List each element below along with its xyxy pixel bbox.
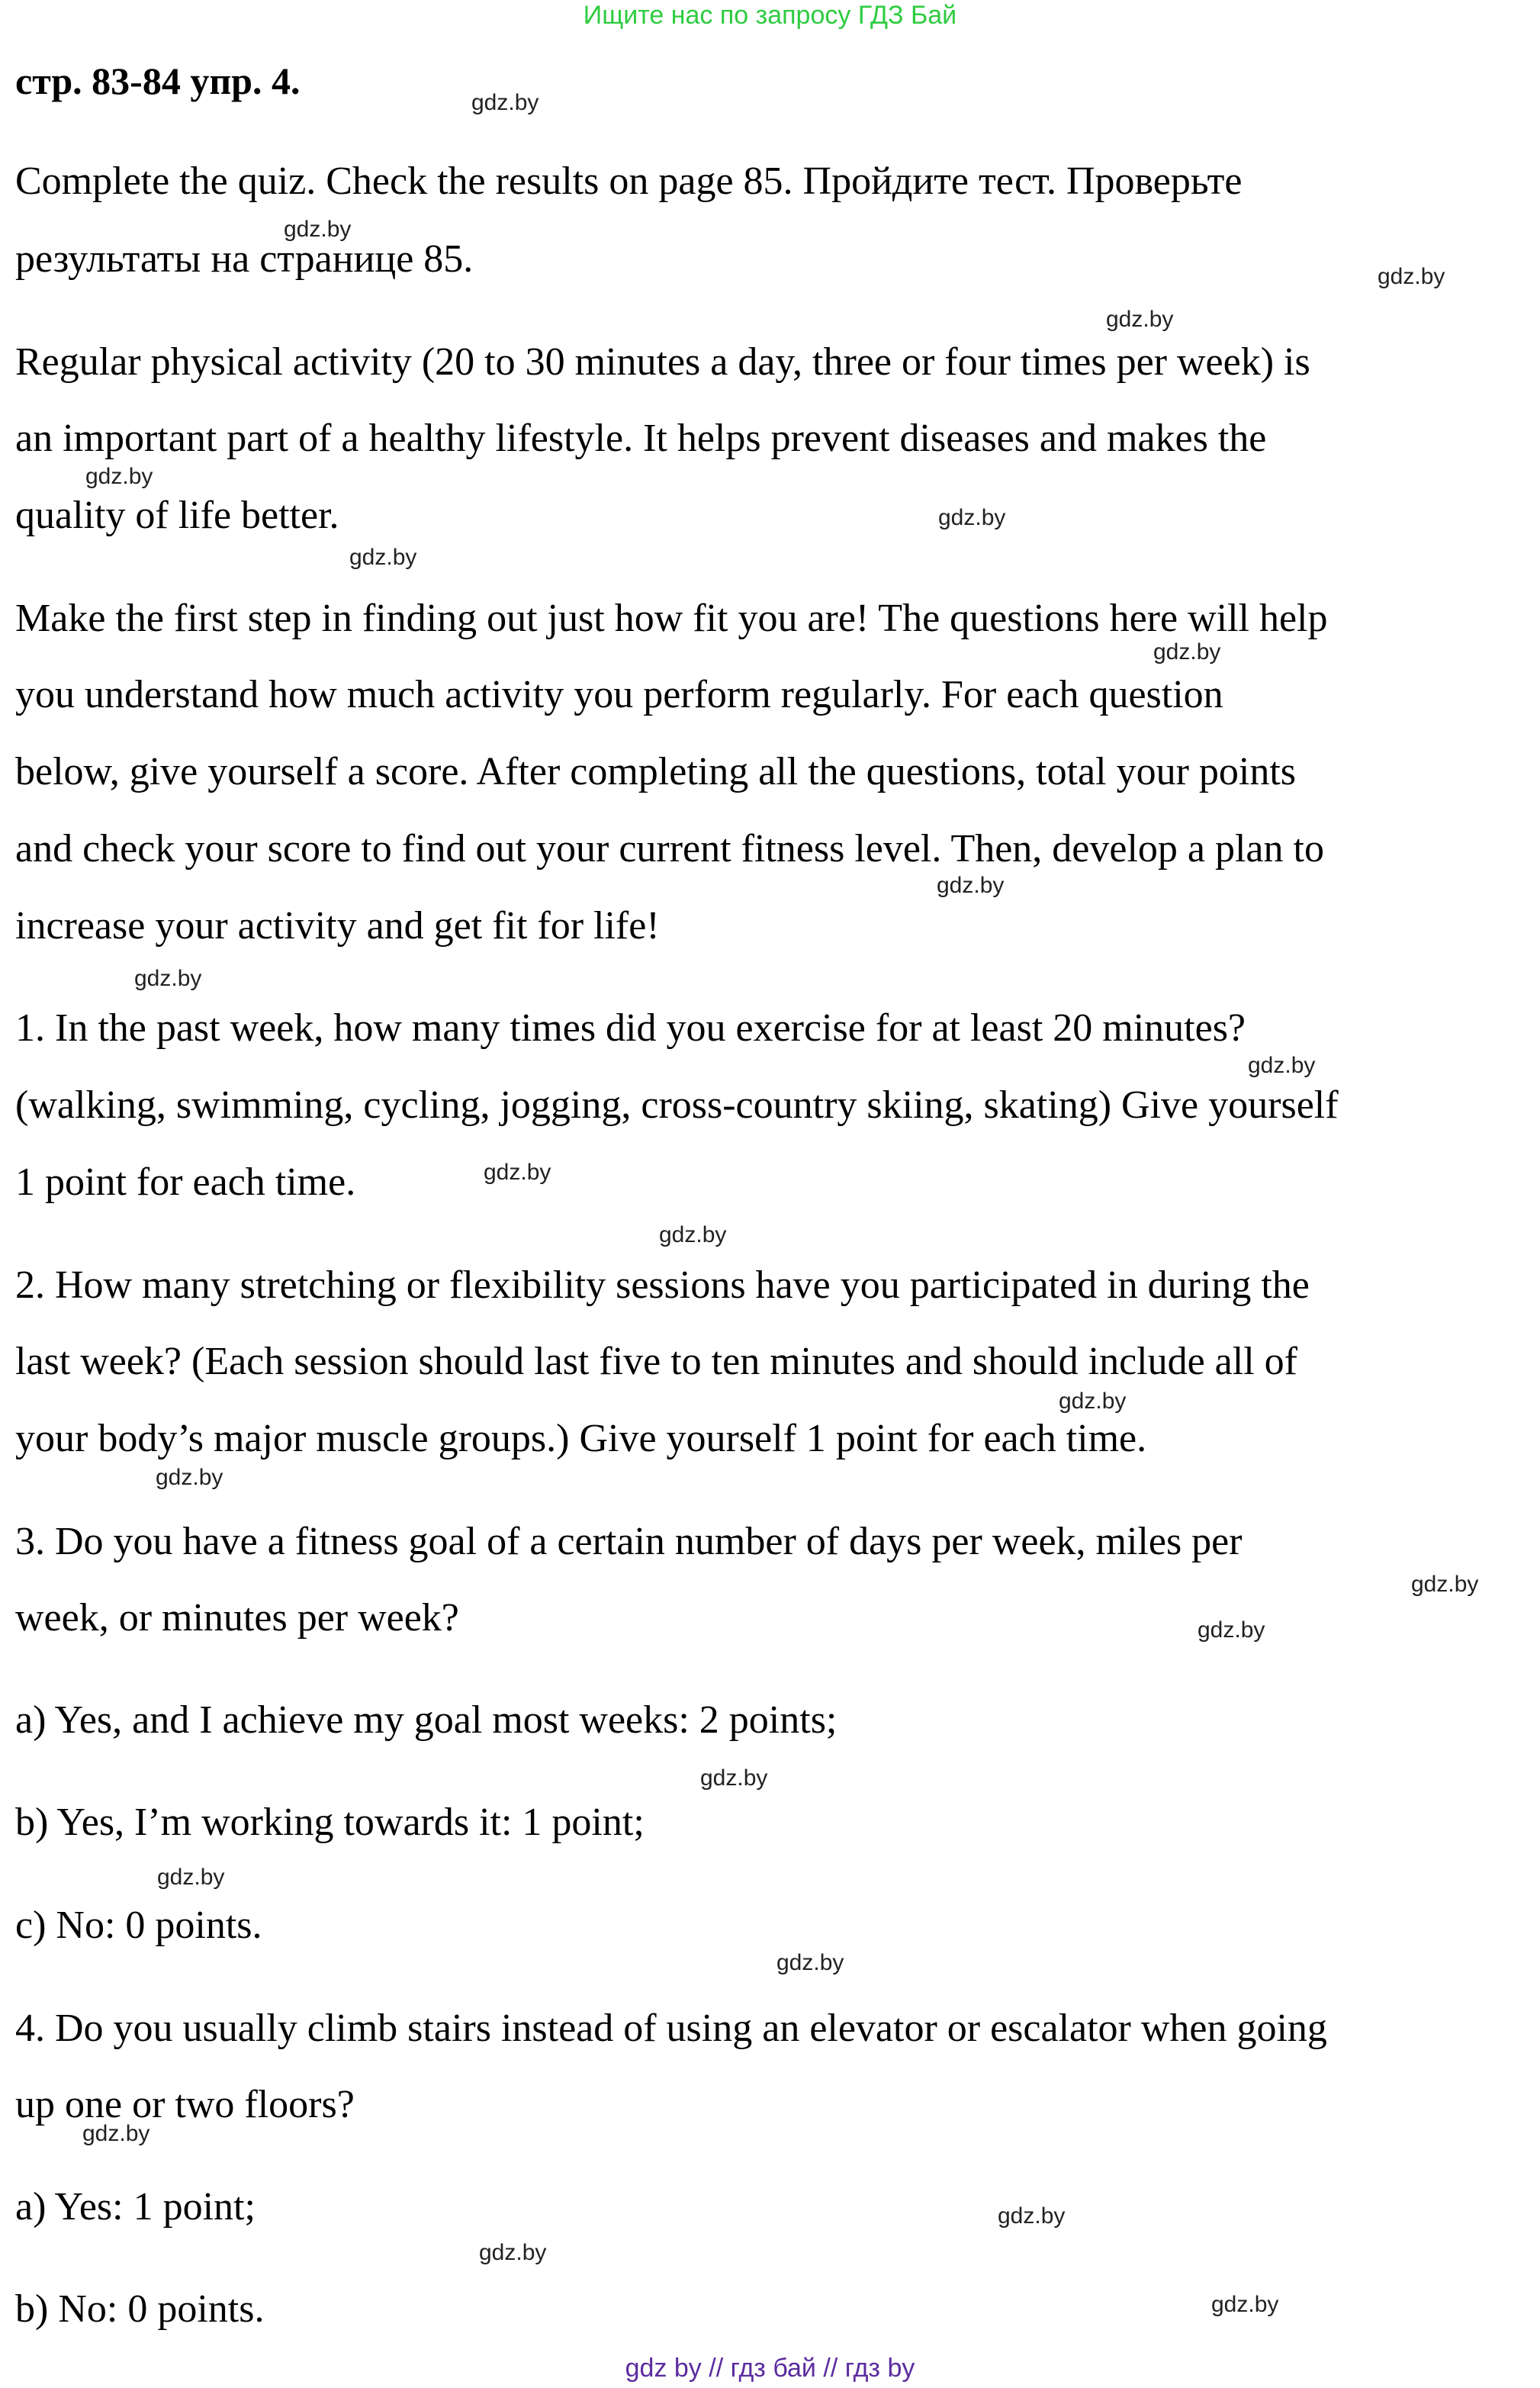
watermark: gdz.by: [1153, 639, 1221, 665]
text-line: up one or two floors?: [15, 2083, 355, 2126]
watermark: gdz.by: [1198, 1617, 1265, 1643]
footer-links[interactable]: gdz by // гдз бай // гдз by: [625, 2354, 915, 2383]
question-4: 4. Do you usually climb stairs instead of using an elevator or escalator when going: [15, 2007, 1327, 2050]
question-2: 2. How many stretching or flexibility sessions have you participated in during the: [15, 1263, 1310, 1307]
text-line: Complete the quiz. Check the results on page 85. Пройдите тест. Проверьте: [15, 159, 1243, 203]
text-line: below, give yourself a score. After completing all the questions, total your points: [15, 750, 1297, 793]
watermark: gdz.by: [937, 873, 1005, 898]
answer-option: a) Yes: 1 point;: [15, 2185, 256, 2229]
watermark: gdz.by: [85, 464, 153, 489]
watermark: gdz.by: [1378, 264, 1445, 289]
text-line: your body’s major muscle groups.) Give yourself 1 point for each time.: [15, 1417, 1147, 1460]
watermark: gdz.by: [284, 217, 352, 242]
answer-option: b) Yes, I’m working towards it: 1 point;: [15, 1801, 645, 1844]
watermark: gdz.by: [484, 1160, 551, 1185]
page-title: стр. 83-84 упр. 4.: [15, 60, 301, 102]
answer-option: c) No: 0 points.: [15, 1904, 262, 1947]
text-line: last week? (Each session should last five to ten minutes and should include all of: [15, 1340, 1297, 1383]
top-banner[interactable]: Ищите нас по запросу ГДЗ Бай: [583, 1, 957, 30]
question-1: 1. In the past week, how many times did you exercise for at least 20 minutes?: [15, 1006, 1246, 1050]
watermark: gdz.by: [1211, 2292, 1279, 2317]
watermark: gdz.by: [659, 1222, 727, 1247]
text-line: an important part of a healthy lifestyle. It helps prevent diseases and makes the: [15, 417, 1267, 460]
watermark: gdz.by: [471, 90, 539, 115]
text-line: you understand how much activity you perform regularly. For each question: [15, 673, 1223, 716]
text-line: week, or minutes per week?: [15, 1596, 459, 1640]
text-line: increase your activity and get fit for life!: [15, 904, 660, 948]
watermark: gdz.by: [776, 1950, 844, 1975]
watermark: gdz.by: [157, 1865, 225, 1890]
text-line: 1 point for each time.: [15, 1160, 356, 1204]
text-line: Regular physical activity (20 to 30 minutes a day, three or four times per week) is: [15, 340, 1310, 384]
watermark: gdz.by: [1059, 1389, 1127, 1414]
answer-option: a) Yes, and I achieve my goal most weeks: 2 points;: [15, 1698, 838, 1742]
text-line: (walking, swimming, cycling, jogging, cross-country skiing, skating) Give yourself: [15, 1083, 1339, 1127]
watermark: gdz.by: [1106, 307, 1174, 332]
watermark: gdz.by: [349, 545, 417, 570]
watermark: gdz.by: [998, 2203, 1066, 2229]
watermark: gdz.by: [82, 2121, 150, 2146]
watermark: gdz.by: [1248, 1053, 1316, 1078]
question-3: 3. Do you have a fitness goal of a certain number of days per week, miles per: [15, 1520, 1243, 1563]
text-line: результаты на странице 85.: [15, 237, 474, 281]
text-line: Make the first step in finding out just how fit you are! The questions here will help: [15, 597, 1328, 640]
watermark: gdz.by: [134, 966, 202, 991]
watermark: gdz.by: [1411, 1572, 1479, 1597]
answer-option: b) No: 0 points.: [15, 2287, 265, 2331]
watermark: gdz.by: [479, 2240, 547, 2265]
text-line: and check your score to find out your current fitness level. Then, develop a plan to: [15, 827, 1324, 871]
watermark: gdz.by: [700, 1765, 768, 1791]
watermark: gdz.by: [938, 505, 1006, 530]
watermark: gdz.by: [156, 1465, 223, 1490]
text-line: quality of life better.: [15, 494, 339, 537]
